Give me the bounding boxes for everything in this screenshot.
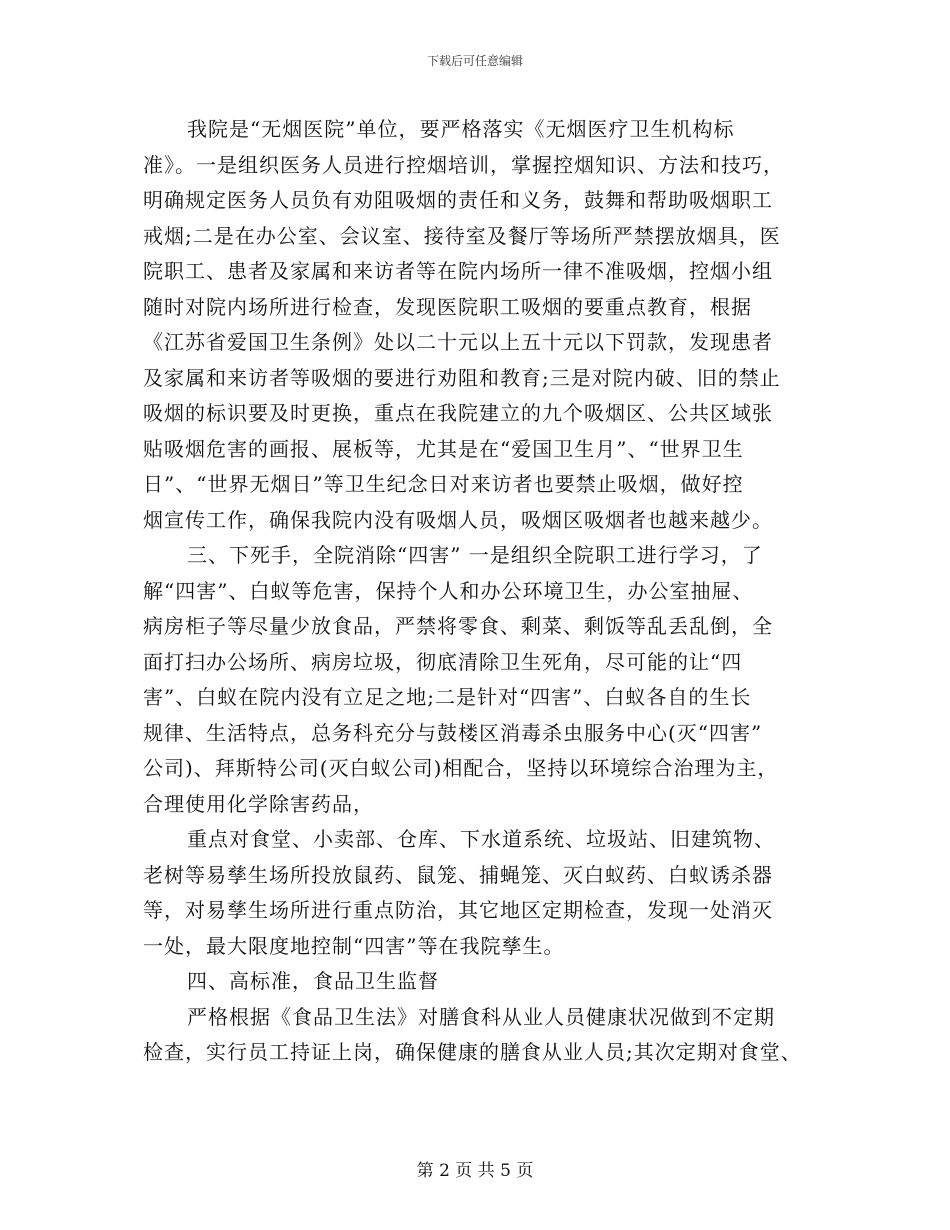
paragraph-line: 合理使用化学除害药品，	[143, 791, 374, 816]
paragraph-line: 日”、“世界无烟日”等卫生纪念日对来访者也要禁止吸烟，做好控	[143, 472, 744, 496]
paragraph-line: 害”、白蚁在院内没有立足之地;二是针对“四害”、白蚁各自的生长	[143, 685, 752, 709]
paragraph-line: 戒烟;二是在办公室、会议室、接待室及餐厅等场所严禁摆放烟具，医	[143, 223, 781, 248]
paragraph-line: 等，对易孳生场所进行重点防治，其它地区定期检查，发现一处消灭	[143, 898, 773, 922]
paragraph-line: 一处，最大限度地控制“四害”等在我院孳生。	[143, 933, 565, 958]
document-body	[143, 112, 823, 1071]
section-heading-line: 三、下死手，全院消除“四害” 一是组织全院职工进行学习，了	[187, 543, 763, 567]
paragraph-line: 随时对院内场所进行检查，发现医院职工吸烟的要重点教育，根据	[143, 294, 752, 319]
paragraph-line: 烟宣传工作，确保我院内没有吸烟人员，吸烟区吸烟者也越来越少。	[143, 507, 773, 532]
paragraph-line: 解“四害”、白蚁等危害，保持个人和办公环境卫生，办公室抽屉、	[143, 578, 754, 603]
paragraph-line: 《江苏省爱国卫生条例》处以二十元以上五十元以下罚款，发现患者	[143, 330, 773, 354]
paragraph-line: 贴吸烟危害的画报、展板等，尤其是在“爱国卫生月”、“世界卫生	[143, 436, 744, 461]
paragraph-line: 准》。一是组织医务人员进行控烟培训，掌握控烟知识、方法和技巧，	[143, 152, 784, 177]
paragraph-line: 我院是“无烟医院”单位，要严格落实《无烟医疗卫生机构标	[187, 117, 735, 141]
page-header: 下载后可任意编辑	[426, 54, 523, 68]
paragraph-line: 规律、生活特点，总务科充分与鼓楼区消毒杀虫服务中心(灭“四害”	[143, 720, 763, 745]
paragraph-line: 吸烟的标识要及时更换，重点在我院建立的九个吸烟区、公共区域张	[143, 401, 773, 425]
section-heading-line: 四、高标准，食品卫生监督	[187, 969, 439, 993]
paragraph-line: 面打扫办公场所、病房垃圾，彻底清除卫生死角，尽可能的让“四	[143, 649, 743, 674]
paragraph-line: 病房柜子等尽量少放食品，严禁将零食、剩菜、剩饭等乱丢乱倒，全	[143, 614, 773, 638]
paragraph-line: 及家属和来访者等吸烟的要进行劝阻和教育;三是对院内破、旧的禁止	[143, 365, 781, 390]
page-number: 第 2 页 共 5 页	[416, 1161, 534, 1181]
paragraph-line: 公司)、拜斯特公司(灭白蚁公司)相配合，坚持以环境综合治理为主，	[143, 756, 779, 780]
paragraph-line: 明确规定医务人员负有劝阻吸烟的责任和义务，鼓舞和帮助吸烟职工	[143, 188, 773, 212]
paragraph-line: 重点对食堂、小卖部、仓库、下水道系统、垃圾站、旧建筑物、	[187, 827, 775, 851]
paragraph-line: 严格根据《食品卫生法》对膳食科从业人员健康状况做到不定期	[187, 1004, 775, 1029]
paragraph-line: 检查，实行员工持证上岗，确保健康的膳食从业人员;其次定期对食堂、	[143, 1040, 802, 1064]
paragraph-line: 老树等易孳生场所投放鼠药、鼠笼、捕蝇笼、灭白蚁药、白蚁诱杀器	[143, 862, 773, 887]
paragraph-line: 院职工、患者及家属和来访者等在院内场所一律不准吸烟，控烟小组	[143, 259, 773, 283]
